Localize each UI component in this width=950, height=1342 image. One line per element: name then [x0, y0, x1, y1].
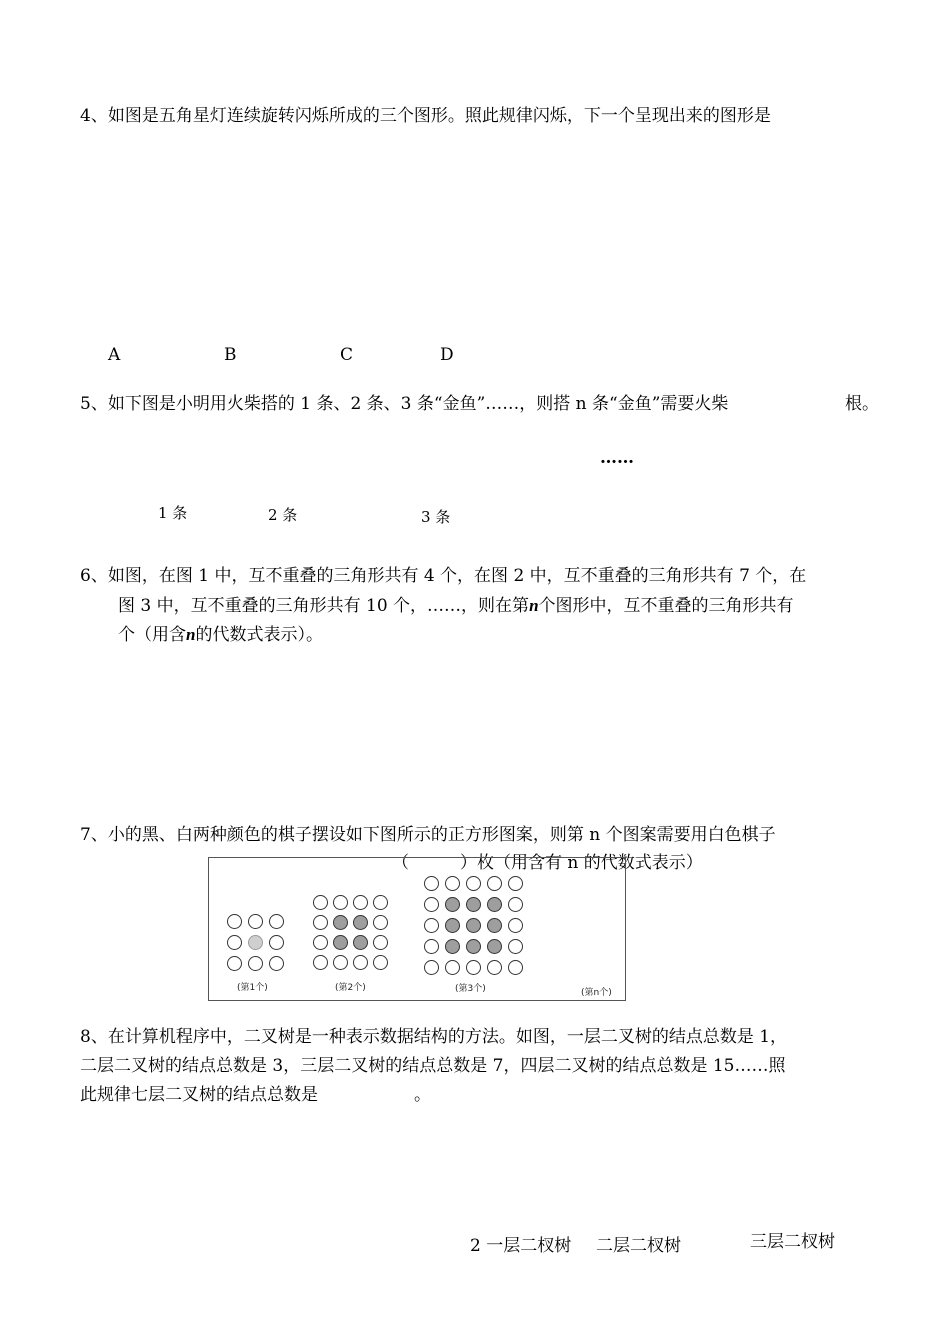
- white-piece: [373, 955, 388, 970]
- caption-1: (第1个): [237, 983, 268, 993]
- black-piece: [445, 939, 460, 954]
- white-piece: [373, 895, 388, 910]
- white-piece: [269, 935, 284, 950]
- white-piece: [333, 895, 348, 910]
- white-piece: [313, 935, 328, 950]
- white-piece: [424, 897, 439, 912]
- tree-label-1: 2 一层二杈树: [470, 1236, 572, 1256]
- q7-answer-blank: （ ）: [392, 853, 477, 873]
- tree-label-2: 二层二杈树: [596, 1236, 681, 1256]
- q6-line2-b: 个图形中，互不重叠的三角形共有: [538, 596, 794, 616]
- q8-line3-a: 此规律七层二叉树的结点总数是: [80, 1085, 318, 1105]
- q6-line2-a: 图 3 中，互不重叠的三角形共有 10 个，……，则在第: [118, 596, 530, 616]
- q4-option-c: C: [340, 345, 354, 365]
- white-piece: [313, 955, 328, 970]
- q4-option-a: A: [108, 345, 121, 365]
- q8-line2: 二层二叉树的结点总数是 3，三层二叉树的结点总数是 7，四层二叉树的结点总数是 15……照: [80, 1056, 786, 1076]
- q6-line3-a: 个（用含: [118, 625, 186, 645]
- q5-text-end: 根。: [845, 394, 879, 414]
- white-piece: [269, 956, 284, 971]
- white-piece: [353, 895, 368, 910]
- white-piece: [466, 876, 481, 891]
- q6-line1: 6、如图，在图 1 中，互不重叠的三角形共有 4 个，在图 2 中，互不重叠的三角形共有 7 个，在: [80, 566, 807, 586]
- white-piece: [248, 956, 263, 971]
- black-piece: [466, 897, 481, 912]
- white-piece: [333, 955, 348, 970]
- white-piece: [313, 915, 328, 930]
- white-piece: [424, 918, 439, 933]
- tree-label-3: 三层二杈树: [750, 1232, 835, 1252]
- q4-option-b: B: [224, 345, 237, 365]
- q8-line3-b: 。: [414, 1085, 431, 1105]
- black-piece: [248, 935, 263, 950]
- white-piece: [487, 960, 502, 975]
- caption-2: (第2个): [335, 983, 366, 993]
- white-piece: [227, 956, 242, 971]
- white-piece: [466, 960, 481, 975]
- white-piece: [373, 935, 388, 950]
- q4-option-d: D: [440, 345, 454, 365]
- black-piece: [353, 935, 368, 950]
- black-piece: [333, 935, 348, 950]
- q5-text: 5、如下图是小明用火柴搭的 1 条、2 条、3 条“金鱼”……，则搭 n 条“金鱼”需要火柴: [80, 394, 729, 414]
- q6-line2: [118, 597, 794, 615]
- q5-ellipsis: ……: [600, 448, 634, 468]
- white-piece: [424, 960, 439, 975]
- q5-label-3: 3 条: [421, 508, 451, 526]
- white-piece: [313, 895, 328, 910]
- black-piece: [487, 939, 502, 954]
- black-piece: [445, 918, 460, 933]
- q7-line2-text: 枚（用含有 n 的代数式表示）: [477, 853, 703, 873]
- white-piece: [353, 955, 368, 970]
- q8-line1: 8、在计算机程序中，二叉树是一种表示数据结构的方法。如图，一层二叉树的结点总数是 1，: [80, 1027, 788, 1047]
- white-piece: [424, 876, 439, 891]
- white-piece: [227, 935, 242, 950]
- black-piece: [487, 918, 502, 933]
- white-piece: [508, 918, 523, 933]
- white-piece: [227, 914, 242, 929]
- white-piece: [269, 914, 284, 929]
- q6-n-variable-2: n: [186, 625, 196, 644]
- white-piece: [424, 939, 439, 954]
- q4-text: 4、如图是五角星灯连续旋转闪烁所成的三个图形。照此规律闪烁，下一个呈现出来的图形是: [80, 106, 771, 126]
- caption-3: (第3个): [455, 984, 486, 994]
- q7-line1: 7、小的黑、白两种颜色的棋子摆设如下图所示的正方形图案，则第 n 个图案需要用白色棋子: [80, 825, 776, 845]
- black-piece: [466, 939, 481, 954]
- white-piece: [487, 876, 502, 891]
- q6-line3: [118, 626, 323, 644]
- white-piece: [508, 897, 523, 912]
- q5-label-2: 2 条: [268, 506, 298, 524]
- black-piece: [353, 915, 368, 930]
- q6-n-variable: n: [529, 596, 539, 615]
- caption-n: (第n个): [581, 988, 612, 998]
- q6-line3-b: 的代数式表示）。: [195, 625, 323, 645]
- black-piece: [466, 918, 481, 933]
- white-piece: [248, 914, 263, 929]
- black-piece: [487, 897, 502, 912]
- white-piece: [373, 915, 388, 930]
- white-piece: [445, 960, 460, 975]
- q8-line3: [80, 1087, 431, 1104]
- white-piece: [508, 939, 523, 954]
- chess-pattern-figure: [208, 857, 626, 1001]
- white-piece: [508, 960, 523, 975]
- black-piece: [445, 897, 460, 912]
- white-piece: [445, 876, 460, 891]
- q5-label-1: 1 条: [158, 504, 188, 522]
- white-piece: [508, 876, 523, 891]
- black-piece: [333, 915, 348, 930]
